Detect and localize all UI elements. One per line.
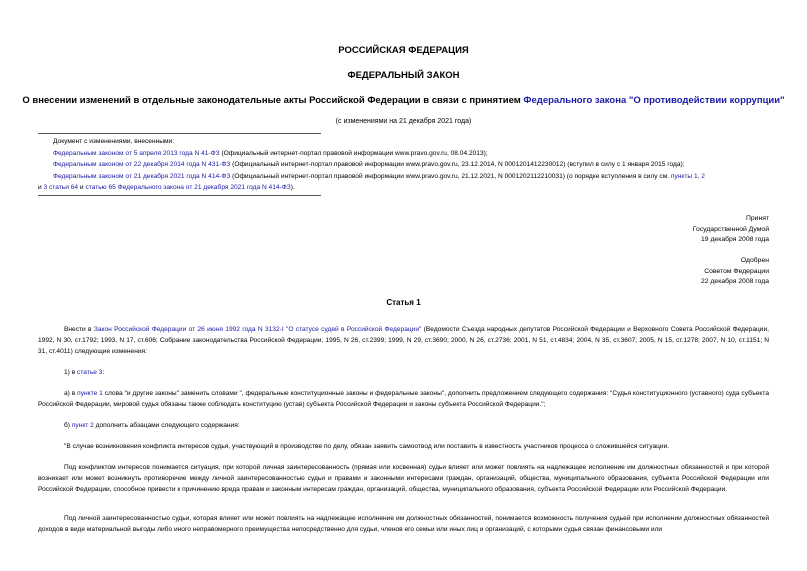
law-type-heading: ФЕДЕРАЛЬНЫЙ ЗАКОН	[347, 70, 460, 81]
paragraph-text: 1) в	[64, 369, 78, 376]
adopted-body: Государственной Думой	[692, 225, 769, 233]
change-item-text: (Официальный интернет-портал правовой информации www.pravo.gov.ru, 21.12.2021, N 0001202112210031) (о порядке вступления в силу см.	[230, 172, 671, 180]
law-431fz-link[interactable]: Федеральным законом от 22 декабря 2014 года N 431-ФЗ	[53, 161, 231, 169]
adopted-block	[693, 214, 769, 246]
change-item-text: и	[78, 184, 86, 192]
changes-top-divider	[38, 133, 321, 134]
judges-status-law-link[interactable]: Закон Российской Федерации от 26 июня 1992 года N 3132-I "О статусе судей в Российской Федерации"	[93, 326, 422, 333]
paragraph-text: дополнить абзацами следующего содержания:	[93, 422, 240, 429]
changes-block	[38, 136, 778, 194]
article-65-link[interactable]: статью 65 Федерального закона от 21 декабря 2021 года N 414-ФЗ	[85, 184, 291, 192]
article-paragraph: Под конфликтом интересов понимается ситуация, при которой личная заинтересованность (прямая или косвенная) судьи влияет или может повлиять на надлежащее исполнение им должностных обязанностей и при которой возникает или может возникнуть противоречие между личной заинтересованностью судьи и правами и законными интересами граждан, организаций, общества, муниципального образования, субъекта Российской Федерации или Российской Федерации, способное привести к причинению вреда правам и законным интересам граждан, организаций, общества, муниципального образования, субъекта Российской Федерации или Российской Федерации.	[38, 464, 769, 493]
paragraph-text: (Ведомости Съезда народных депутатов Российской Федерации и Верховного Совета Российской Федерации, 1992, N 30, ст.1792; 1993, N 17, ст.606; Собрание законодательства Российской Федерации, 1995, N 26, ст.2399; 1999, N 29, ст.3690; 2000, N 26, ст.2736; 2001, N 51, ст.4834; 2004, N 35, ст.3607; 2005, N 15, ст.1278; 2007, N 10, ст.1151; N 31, ст.4011) следующие изменения:	[38, 326, 769, 355]
article-paragraph: "В случае возникновения конфликта интересов судья, участвующий в производстве по делу, обязан заявить самоотвод или поставить в известность участников процесса о сложившейся ситуации.	[64, 443, 670, 450]
paragraph-text: Внести в	[64, 326, 94, 333]
change-item	[38, 148, 778, 160]
approved-label: Одобрен	[740, 257, 769, 264]
paragraph-text: б)	[64, 422, 72, 429]
adopted-date: 19 декабря 2008 года	[701, 236, 769, 244]
country-heading: РОССИЙСКАЯ ФЕДЕРАЦИЯ	[338, 45, 469, 56]
change-item-text: и	[38, 184, 44, 192]
changes-bottom-divider	[38, 195, 321, 196]
change-item-text: (Официальный интернет-портал правовой информации www.pravo.gov.ru, 23.12.2014, N 0001201412230012) (вступил в силу с 1 января 2015 года);	[230, 161, 685, 169]
approved-body: Советом Федерации	[704, 267, 769, 275]
adopted-label: Принят	[745, 215, 769, 222]
article-title: Статья 1	[386, 298, 421, 307]
changes-intro: Документ с изменениями, внесенными:	[53, 138, 175, 145]
revision-note: (с изменениями на 21 декабря 2021 года)	[335, 118, 472, 125]
law-title-text: О внесении изменений в отдельные законодательные акты Российской Федерации в связи с принятием	[22, 95, 524, 106]
paragraph-text: а) в	[64, 390, 78, 397]
point-1-link[interactable]: пункте 1	[77, 390, 103, 397]
approved-date: 22 декабря 2008 года	[701, 278, 769, 286]
article-paragraph	[38, 325, 769, 358]
paragraph-text: :	[102, 369, 105, 376]
paragraph-text: слова "и другие законы" заменить словами ", федеральные конституционные законы и федеральные законы", дополнить предложением следующего содержания: "Судья конституционного (уставного) суда субъекта Российской Федерации, мировой судья обязаны также соблюдать конституцию (устав) субъекта Российской Федерации и законы субъекта Российской Федерации.";	[38, 390, 769, 408]
law-41fz-link[interactable]: Федеральным законом от 5 апреля 2013 года N 41-ФЗ	[53, 149, 220, 157]
change-item-text: ).	[290, 184, 295, 192]
anti-corruption-law-link[interactable]: Федерального закона "О противодействии коррупции"	[523, 95, 785, 106]
change-item-continued	[38, 182, 778, 194]
article-paragraph	[38, 389, 769, 411]
change-item	[38, 171, 778, 183]
article-paragraph	[38, 368, 769, 379]
article-paragraph: Под личной заинтересованностью судьи, которая влияет или может повлиять на надлежащее исполнение им должностных обязанностей, понимается возможность получения судьей при исполнении должностных обязанностей доходов в виде материальной выгоды либо иного неправомерного преимущества непосредственно для судьи, членов его семьи или иных лиц и организаций, с которыми судья связан финансовыми или	[38, 515, 769, 533]
points-1-2-link[interactable]: пункты 1, 2	[670, 172, 705, 180]
point-2-link[interactable]: пункт 2	[71, 422, 94, 429]
change-item	[38, 159, 778, 171]
law-414fz-link[interactable]: Федеральным законом от 21 декабря 2021 года N 414-ФЗ	[53, 172, 231, 180]
article-64-link[interactable]: 3 статьи 64	[43, 184, 79, 192]
approved-block	[701, 256, 769, 288]
law-title	[0, 95, 807, 106]
article-3-link[interactable]: статье 3	[77, 369, 103, 376]
article-paragraph	[38, 421, 769, 432]
change-item-text: (Официальный интернет-портал правовой информации www.pravo.gov.ru, 08.04.2013);	[219, 149, 488, 157]
